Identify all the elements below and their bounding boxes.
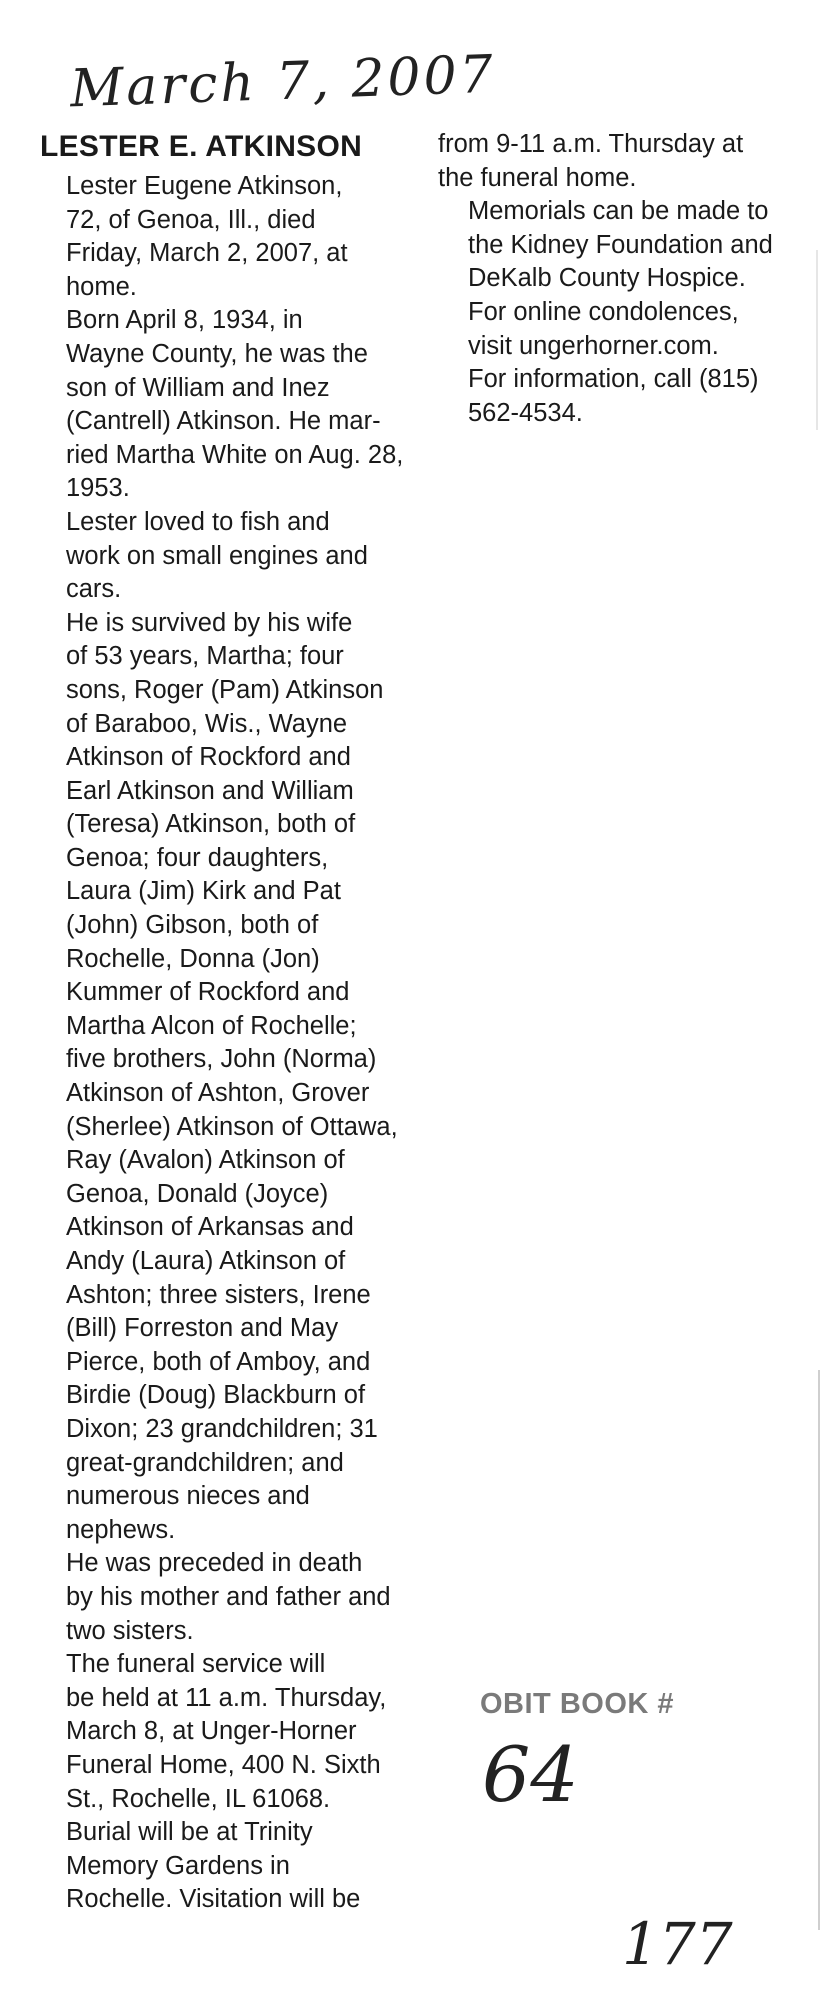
handwritten-book-number: 64 (482, 1730, 579, 1819)
text-line: Kummer of Rockford and (66, 978, 350, 1007)
text-line: Born April 8, 1934, in (66, 306, 303, 335)
text-line: Lester loved to fish and (66, 507, 330, 536)
left-column (36, 170, 436, 1917)
text-line: great-grandchildren; and (66, 1448, 344, 1477)
text-line: home. (66, 272, 137, 301)
text-line: For online condolences, (468, 297, 739, 326)
text-line: sons, Roger (Pam) Atkinson (66, 675, 384, 704)
text-line: five brothers, John (Norma) (66, 1045, 377, 1074)
text-line: Atkinson of Arkansas and (66, 1213, 354, 1242)
text-line: ried Martha White on Aug. 28, (66, 440, 404, 469)
paragraph-hobbies (36, 506, 436, 607)
text-line: He is survived by his wife (66, 608, 353, 637)
scan-edge-line (816, 250, 818, 430)
text-line: Ray (Avalon) Atkinson of (66, 1146, 345, 1175)
text-line: 562-4534. (468, 398, 583, 427)
paragraph-memorials (438, 195, 798, 296)
paragraph-funeral (36, 1648, 436, 1917)
text-line: Memory Gardens in (66, 1851, 290, 1880)
text-line: Burial will be at Trinity (66, 1818, 313, 1847)
text-line: of Baraboo, Wis., Wayne (66, 709, 348, 738)
text-line: by his mother and father and (66, 1582, 391, 1611)
text-line: DeKalb County Hospice. (468, 264, 746, 293)
text-line: two sisters. (66, 1616, 194, 1645)
paragraph-intro (36, 170, 436, 304)
text-line: Lester Eugene Atkinson, (66, 172, 343, 200)
text-line: the Kidney Foundation and (468, 230, 773, 259)
text-line: from 9-11 a.m. Thursday at (438, 130, 744, 158)
right-column (438, 128, 798, 430)
text-line: (John) Gibson, both of (66, 911, 319, 940)
text-line: of 53 years, Martha; four (66, 642, 344, 671)
text-line: Laura (Jim) Kirk and Pat (66, 877, 341, 906)
text-line: work on small engines and (66, 541, 368, 570)
text-line: Genoa; four daughters, (66, 843, 329, 872)
text-line: visit ungerhorner.com. (468, 331, 719, 360)
text-line: Dixon; 23 grandchildren; 31 (66, 1414, 378, 1443)
paragraph-information (438, 363, 798, 430)
text-line: (Sherlee) Atkinson of Ottawa, (66, 1112, 398, 1141)
paragraph-preceded (36, 1547, 436, 1648)
text-line: Atkinson of Rockford and (66, 743, 351, 772)
text-line: Earl Atkinson and William (66, 776, 354, 805)
text-line: the funeral home. (438, 163, 637, 192)
text-line: (Bill) Forreston and May (66, 1314, 339, 1343)
handwritten-date: March 7, 2007 (69, 44, 497, 120)
obit-book-stamp: OBIT BOOK # (480, 1688, 675, 1720)
text-line: Ashton; three sisters, Irene (66, 1280, 371, 1309)
text-line: 1953. (66, 474, 130, 503)
text-line: Wayne County, he was the (66, 339, 368, 368)
text-line: Rochelle. Visitation will be (66, 1885, 361, 1914)
text-line: nephews. (66, 1515, 176, 1544)
text-line: Funeral Home, 400 N. Sixth (66, 1750, 381, 1779)
scan-edge-line (818, 1370, 820, 1930)
text-line: He was preceded in death (66, 1549, 363, 1578)
text-line: Atkinson of Ashton, Grover (66, 1079, 370, 1108)
text-line: St., Rochelle, IL 61068. (66, 1784, 331, 1813)
text-line: Rochelle, Donna (Jon) (66, 944, 320, 973)
text-line: For information, call (815) (468, 365, 759, 394)
paragraph-birth (36, 304, 436, 506)
text-line: Birdie (Doug) Blackburn of (66, 1381, 366, 1410)
text-line: be held at 11 a.m. Thursday, (66, 1683, 387, 1712)
text-line: Genoa, Donald (Joyce) (66, 1179, 329, 1208)
text-line: 72, of Genoa, Ill., died (66, 205, 316, 234)
text-line: Pierce, both of Amboy, and (66, 1347, 371, 1376)
obituary-headline: LESTER E. ATKINSON (40, 130, 363, 163)
text-line: The funeral service will (66, 1650, 326, 1679)
paragraph-condolences (438, 296, 798, 363)
handwritten-page-number: 177 (622, 1910, 733, 1978)
paragraph-survivors (36, 607, 436, 1548)
text-line: Martha Alcon of Rochelle; (66, 1011, 357, 1040)
text-line: March 8, at Unger-Horner (66, 1717, 357, 1746)
text-line: numerous nieces and (66, 1482, 310, 1511)
text-line: cars. (66, 575, 122, 604)
text-line: son of William and Inez (66, 373, 330, 402)
text-line: (Cantrell) Atkinson. He mar- (66, 407, 381, 436)
text-line: (Teresa) Atkinson, both of (66, 810, 356, 839)
text-line: Memorials can be made to (468, 197, 769, 226)
text-line: Friday, March 2, 2007, at (66, 239, 348, 268)
text-line: Andy (Laura) Atkinson of (66, 1247, 346, 1275)
paragraph-visitation (438, 128, 798, 195)
